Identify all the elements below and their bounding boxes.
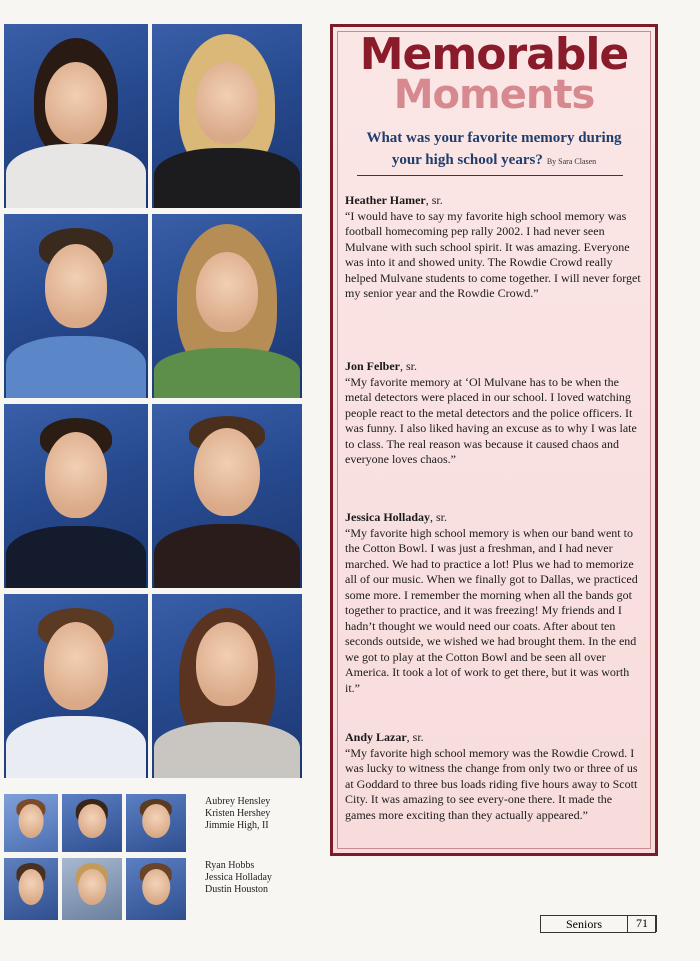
- student-name: Heather Hamer: [345, 193, 426, 207]
- panel-title-line1: Memorable: [359, 29, 629, 80]
- divider: [357, 175, 623, 176]
- page-footer: [540, 915, 656, 933]
- quote-entry: [345, 193, 645, 302]
- childhood-photo: [126, 794, 186, 852]
- student-quote: “My favorite high school memory is when our band went to the Cotton Bowl. I was just a freshman, and I had never marched. We had to practice a lot! Plus we had to memorize all of our music. When we finally got to Dallas, we practiced some more. I remember the morning when all the bands got together to practice, and it was freezing! My friends and I hadn’t thought we would need our coats. After about ten seconds outside, we wished we had brought them. In the end we got to play at the Cotton Bowl and be seen all over America. It took a lot of work to get there, but it was worth it.”: [345, 525, 638, 695]
- child-name: Aubrey Hensley: [205, 796, 271, 807]
- senior-portrait: [4, 24, 148, 208]
- child-name: Jessica Holladay: [205, 872, 272, 883]
- quote-entry: [345, 730, 645, 823]
- panel-title-line2: Moments: [393, 72, 595, 118]
- student-quote: “My favorite memory at ‘Ol Mulvane has to be when the metal detectors were placed in our school. I loved watching people react to the metal detectors and the police officers. It was funny. I also liked having an excuse as to why I was late to class. The real reason was because it caused chaos and everyone loves chaos.”: [345, 374, 637, 466]
- question-text: What was your favorite memory during your high school years?: [366, 130, 622, 168]
- childhood-photo: [4, 794, 58, 852]
- childhood-photo: [126, 858, 186, 920]
- senior-portrait: [152, 404, 302, 588]
- student-year: , sr.: [425, 193, 443, 207]
- student-year: , sr.: [406, 730, 424, 744]
- child-name-list: [205, 860, 272, 896]
- student-name: Andy Lazar: [345, 730, 407, 744]
- child-name: Jimmie High, II: [205, 820, 269, 831]
- panel-question: [351, 127, 637, 173]
- senior-portrait: [4, 214, 148, 398]
- childhood-photo: [4, 858, 58, 920]
- memorable-moments-panel: [330, 24, 658, 856]
- quote-entry: [345, 510, 645, 696]
- child-name: Ryan Hobbs: [205, 860, 255, 871]
- student-quote: “My favorite high school memory was the Rowdie Crowd. I was lucky to witness the change from only two or three of us at Goddard to three bus loads riding five hours away to Scott City. It was amazing to see every-one there. It made the games more exciting than they actually appeared.”: [345, 745, 638, 822]
- student-year: , sr.: [400, 359, 418, 373]
- senior-portrait: [152, 24, 302, 208]
- student-name: Jon Felber: [345, 359, 400, 373]
- byline: By Sara Clasen: [546, 157, 597, 166]
- page-number: 71: [627, 915, 657, 932]
- student-name: Jessica Holladay: [345, 510, 431, 524]
- section-label: Seniors: [566, 917, 602, 931]
- student-quote: “I would have to say my favorite high school memory was football homecoming pep rally 2002. I had never seen Mulvane with such school spirit. It was amazing. Everyone was into it and showed unity. The Rowdie Crowd really helped Mulvane students to come together. I will never forget my senior year and the Rowdie Crowd.”: [345, 208, 641, 300]
- child-name: Kristen Hershey: [205, 808, 271, 819]
- child-name-list: [205, 796, 270, 832]
- senior-portrait: [4, 404, 148, 588]
- quote-entry: [345, 359, 645, 468]
- childhood-photo: [62, 858, 122, 920]
- child-name: Dustin Houston: [205, 884, 269, 895]
- student-year: , sr.: [430, 510, 448, 524]
- senior-portrait: [152, 214, 302, 398]
- childhood-photo: [62, 794, 122, 852]
- senior-portrait: [152, 594, 302, 778]
- senior-portrait: [4, 594, 148, 778]
